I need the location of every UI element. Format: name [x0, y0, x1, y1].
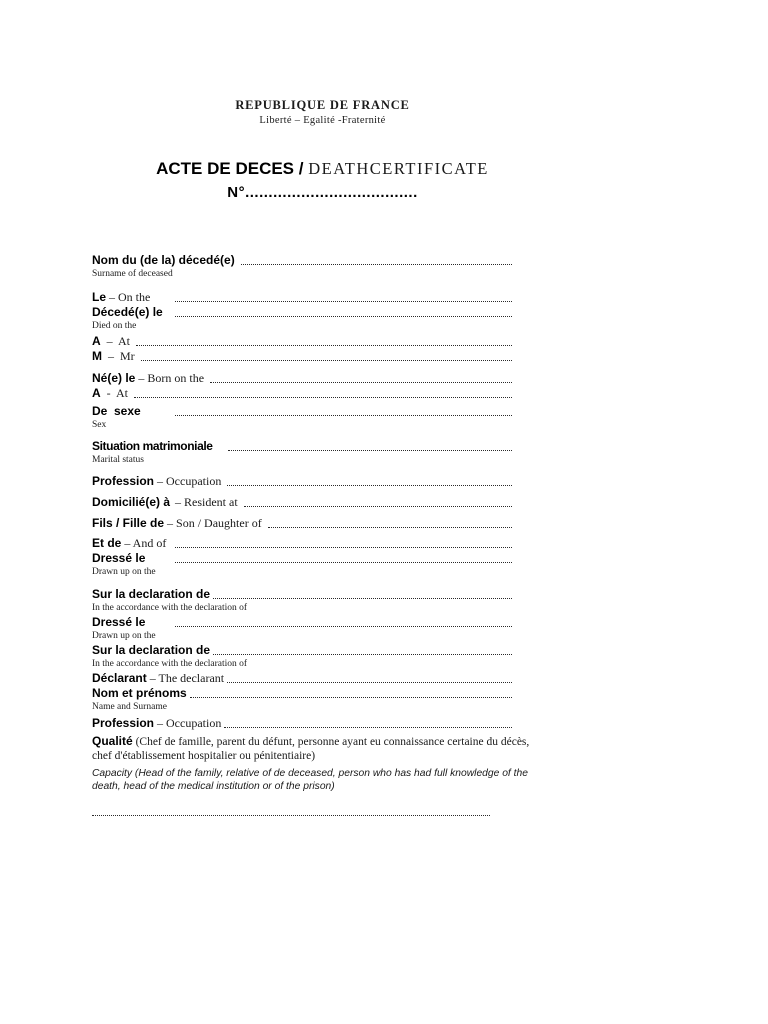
dotted-line [190, 697, 512, 698]
qualite-text: (Chef de famille, parent du défunt, personne ayant eu connaissance certaine du décès, chef d'établissement hospitalier ou pénitentiaire) [92, 736, 530, 762]
certificate-form [92, 253, 530, 816]
field-born-on: Né(e) le – Born on the [92, 371, 512, 386]
field-sublabel: Drawn up on the [92, 567, 156, 577]
field-declarant: Déclarant – The declarant [92, 671, 512, 686]
document-header [0, 0, 645, 126]
field-sublabel: In the accordance with the declaration of [92, 603, 248, 613]
dotted-line [175, 547, 512, 548]
dotted-line [141, 360, 512, 361]
title-line [0, 158, 645, 181]
field-name-and-surname: Nom et prénoms [92, 686, 512, 701]
dotted-line [244, 506, 512, 507]
dotted-line [175, 562, 512, 563]
field-capacity-translation: Capacity (Head of the family, relative of de deceased, person who has had full knowledge of the death, head of the medical institution or of the prison) [92, 768, 528, 792]
field-born-at: A - At [92, 386, 512, 401]
field-sublabel: Name and Surname [92, 702, 167, 712]
field-died-on: Décedé(e) le [92, 305, 512, 320]
document-title [0, 158, 645, 201]
field-sublabel: Marital status [92, 455, 144, 465]
dotted-line [175, 301, 512, 302]
field-declarant-profession: Profession – Occupation [92, 716, 512, 731]
field-son-daughter-of: Fils / Fille de – Son / Daughter of [92, 516, 512, 531]
field-qualite [92, 734, 544, 763]
dotted-line [175, 415, 512, 416]
field-on-the: Le – On the [92, 290, 512, 305]
certificate-number: N°..................................... [227, 184, 418, 201]
qualite-label: Qualité [92, 734, 133, 748]
dotted-line [213, 598, 512, 599]
title-english: DEATHCERTIFICATE [308, 159, 489, 178]
field-declaration-of-1: Sur la declaration de [92, 587, 512, 602]
motto: Liberté – Egalité -Fraternité [259, 115, 386, 126]
republic-title: REPUBLIQUE DE FRANCE [235, 98, 410, 112]
field-resident-at: Domicilié(e) à – Resident at [92, 495, 512, 510]
title-separator: / [294, 159, 309, 178]
field-mr: M – Mr [92, 349, 512, 364]
dotted-line [224, 727, 512, 728]
blank-dotted-line [92, 802, 490, 816]
field-profession: Profession – Occupation [92, 474, 512, 489]
dotted-line [175, 316, 512, 317]
field-declaration-of-2: Sur la declaration de [92, 643, 512, 658]
field-drawn-up-on-1: Dressé le [92, 551, 512, 566]
field-marital-status: Situation matrimoniale [92, 439, 512, 454]
dotted-line [268, 527, 512, 528]
field-sublabel: Drawn up on the [92, 631, 156, 641]
dotted-line [210, 382, 512, 383]
dotted-line [134, 397, 512, 398]
field-sex: De sexe [92, 404, 512, 419]
field-and-of: Et de – And of [92, 536, 512, 551]
dotted-line [227, 485, 512, 486]
field-died-at: A – At [92, 334, 512, 349]
dotted-line [213, 654, 512, 655]
dotted-line [136, 345, 512, 346]
field-sublabel: Sex [92, 420, 107, 430]
field-sublabel: Died on the [92, 321, 137, 331]
field-sublabel: Surname of deceased [92, 269, 173, 279]
field-surname-of-deceased: Nom du (de la) décedé(e) [92, 253, 512, 268]
dotted-line [228, 450, 512, 451]
dotted-line [175, 626, 512, 627]
field-sublabel: In the accordance with the declaration of [92, 659, 248, 669]
title-french: ACTE DE DECES [156, 159, 295, 178]
field-drawn-up-on-2: Dressé le [92, 615, 512, 630]
dotted-line [241, 264, 512, 265]
dotted-line [227, 682, 512, 683]
